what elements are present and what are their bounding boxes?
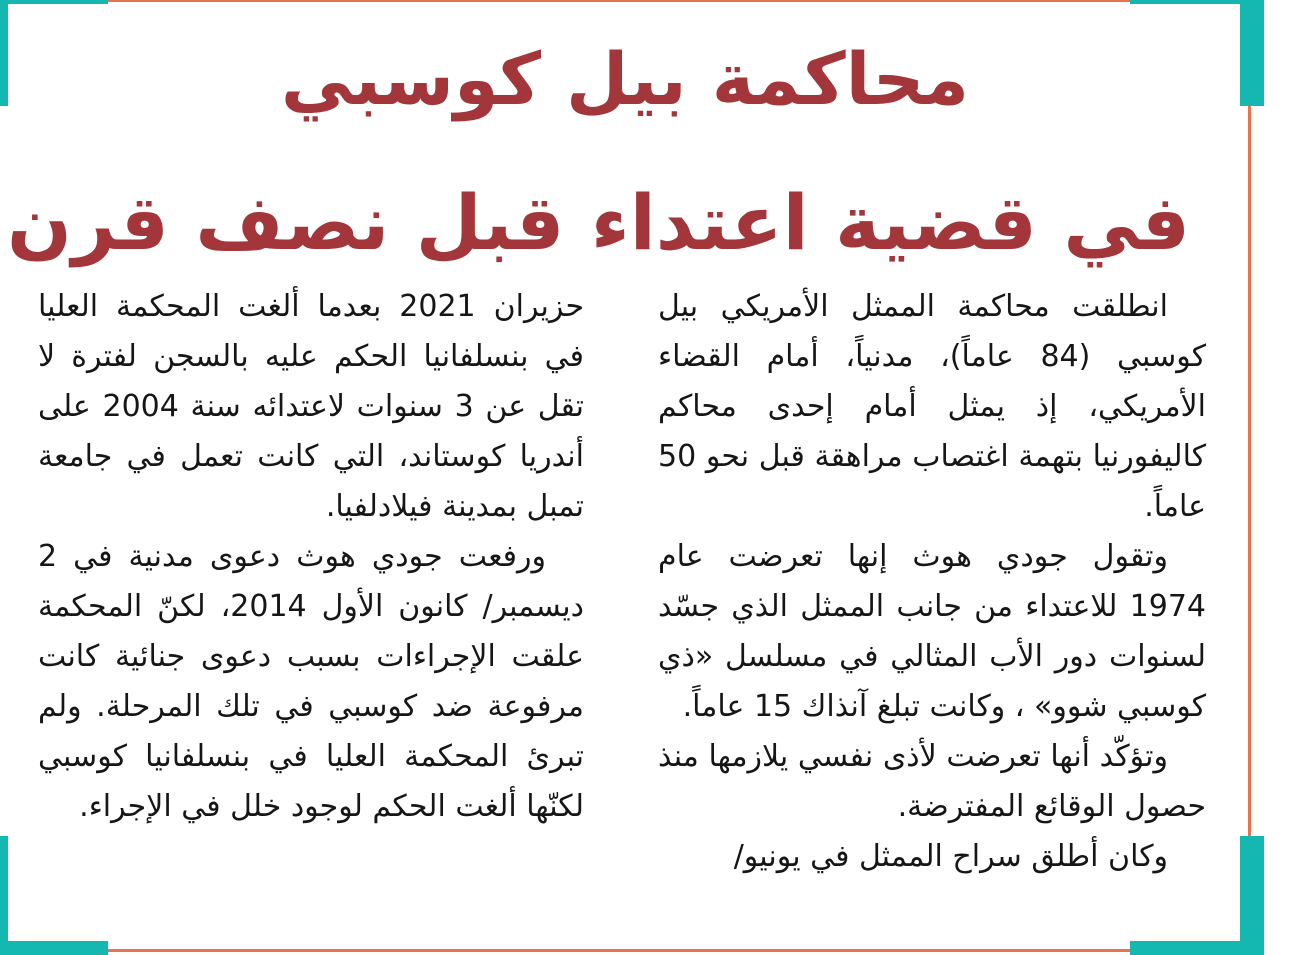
corner-bracket-bottom-left-vertical: [0, 836, 8, 955]
frame-bottom-line: [108, 949, 1130, 952]
headline-line-2: في قضية اعتداء قبل نصف قرن: [7, 178, 1190, 267]
article-column-left: [38, 282, 584, 832]
paragraph: وتقول جودي هوث إنها تعرضت عام 1974 للاعتداء من جانب الممثل الذي جسّد لسنوات دور الأب المثالي في مسلسل «ذي كوسبي شوو» ، وكانت تبلغ آنذاك 15 عاماً.: [658, 539, 1206, 724]
frame-top-line: [108, 0, 1130, 2]
corner-bracket-top-left-vertical: [0, 0, 8, 106]
frame-right-line: [1248, 104, 1251, 840]
corner-bracket-bottom-right-horizontal: [1130, 941, 1264, 955]
corner-bracket-top-right-vertical: [1240, 0, 1264, 106]
corner-bracket-bottom-right-vertical: [1240, 836, 1264, 955]
headline-line-1: محاكمة بيل كوسبي: [280, 37, 970, 121]
corner-bracket-bottom-left-horizontal: [0, 941, 108, 955]
article-column-right: [658, 282, 1206, 882]
paragraph: انطلقت محاكمة الممثل الأمريكي بيل كوسبي (84 عاماً)، مدنياً، أمام القضاء الأمريكي، إذ يمثل أمام إحدى محاكم كاليفورنيا بتهمة اغتصاب مراهقة قبل نحو 50 عاماً.: [658, 289, 1207, 524]
paragraph: حزيران 2021 بعدما ألغت المحكمة العليا في بنسلفانيا الحكم عليه بالسجن لفترة لا تقل عن 3 سنوات لاعتدائه سنة 2004 على أندريا كوستاند، التي كانت تعمل في جامعة تمبل بمدينة فيلادلفيا.: [38, 289, 584, 524]
paragraph: وكان أطلق سراح الممثل في يونيو/: [733, 839, 1168, 874]
corner-bracket-top-left-horizontal: [0, 0, 108, 4]
paragraph: وتؤكّد أنها تعرضت لأذى نفسي يلازمها منذ حصول الوقائع المفترضة.: [658, 739, 1206, 824]
paragraph: ورفعت جودي هوث دعوى مدنية في 2 ديسمبر/ كانون الأول 2014، لكنّ المحكمة علقت الإجراءات بسبب دعوى جنائية كانت مرفوعة ضد كوسبي في تلك المرحلة. ولم تبرئ المحكمة العليا في بنسلفانيا كوسبي لكنّها ألغت الحكم لوجود خلل في الإجراء.: [38, 539, 584, 824]
